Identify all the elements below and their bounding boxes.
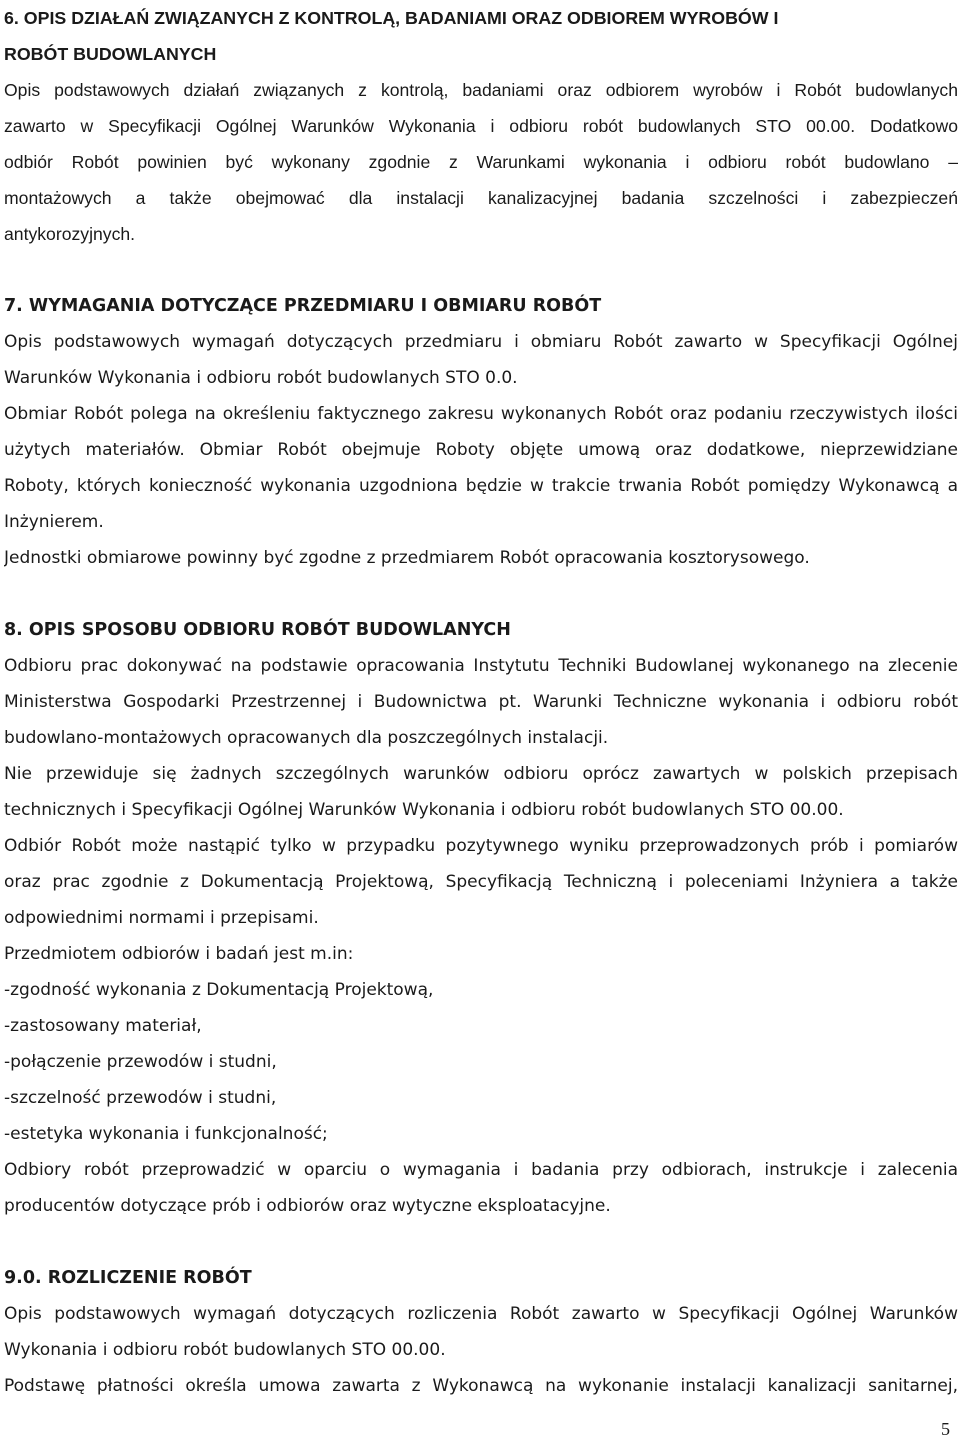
text-line: zawarto w Specyfikacji Ogólnej Warunków Wykonania i odbioru robót budowlanych STO 00.00. Dodatkowo (4, 116, 958, 136)
text-line: Odbiory robót przeprowadzić w oparciu o wymagania i badania przy odbiorach, instrukcje i zalecenia (4, 1160, 958, 1180)
section-gap (4, 1224, 958, 1260)
text-line: -szczelność przewodów i studni, (4, 1088, 277, 1108)
text-line: -połączenie przewodów i studni, (4, 1052, 277, 1072)
text-line: oraz prac zgodnie z Dokumentacją Projektową, Specyfikacją Techniczną i poleceniami Inżyniera a także (4, 872, 958, 892)
text-line: Odbiór Robót może nastąpić tylko w przypadku pozytywnego wyniku przeprowadzonych prób i pomiarów (4, 836, 958, 856)
text-line: Roboty, których konieczność wykonania uzgodniona będzie w trakcie trwania Robót pomiędzy Wykonawcą a (4, 476, 958, 496)
section-gap (4, 252, 958, 288)
text-line: Obmiar Robót polega na określeniu faktycznego zakresu wykonanych Robót oraz podaniu rzeczywistych ilości (4, 404, 958, 424)
document-section (4, 1260, 958, 1404)
section-heading: 8. OPIS SPOSOBU ODBIORU ROBÓT BUDOWLANYCH (4, 620, 511, 640)
text-line: Jednostki obmiarowe powinny być zgodne z przedmiarem Robót opracowania kosztorysowego. (4, 548, 810, 568)
document-section (4, 288, 958, 576)
section-heading: ROBÓT BUDOWLANYCH (4, 44, 217, 64)
text-line: Wykonania i odbioru robót budowlanych STO 00.00. (4, 1340, 446, 1360)
text-line: Odbioru prac dokonywać na podstawie opracowania Instytutu Techniki Budowlanej wykonanego na zlecenie (4, 656, 958, 676)
text-line: Nie przewiduje się żadnych szczególnych warunków odbioru oprócz zawartych w polskich przepisach (4, 764, 958, 784)
text-line: -zgodność wykonania z Dokumentacją Projektową, (4, 980, 434, 1000)
document-body (4, 0, 958, 1404)
page-number: 5 (941, 1419, 950, 1439)
text-line: -estetyka wykonania i funkcjonalność; (4, 1124, 328, 1144)
section-heading: 9.0. ROZLICZENIE ROBÓT (4, 1268, 252, 1288)
document-section (4, 612, 958, 1224)
section-gap (4, 576, 958, 612)
text-line: Ministerstwa Gospodarki Przestrzennej i Budownictwa pt. Warunki Techniczne wykonania i odbioru robót (4, 692, 958, 712)
text-line: Warunków Wykonania i odbioru robót budowlanych STO 0.0. (4, 368, 518, 388)
text-line: Przedmiotem odbiorów i badań jest m.in: (4, 944, 354, 964)
text-line: odpowiednimi normami i przepisami. (4, 908, 319, 928)
section-heading: 6. OPIS DZIAŁAŃ ZWIĄZANYCH Z KONTROLĄ, BADANIAMI ORAZ ODBIOREM WYROBÓW I (4, 8, 779, 28)
text-line: Opis podstawowych wymagań dotyczących rozliczenia Robót zawarto w Specyfikacji Ogólnej Warunków (4, 1304, 958, 1324)
text-line: -zastosowany materiał, (4, 1016, 202, 1036)
text-line: Inżynierem. (4, 512, 104, 532)
text-line: Opis podstawowych wymagań dotyczących przedmiaru i obmiaru Robót zawarto w Specyfikacji Ogólnej (4, 332, 958, 352)
text-line: montażowych a także obejmować dla instalacji kanalizacyjnej badania szczelności i zabezpieczeń (4, 188, 958, 208)
text-line: technicznych i Specyfikacji Ogólnej Warunków Wykonania i odbioru robót budowlanych STO 00.00. (4, 800, 844, 820)
document-section (4, 0, 958, 252)
text-line: producentów dotyczące prób i odbiorów oraz wytyczne eksploatacyjne. (4, 1196, 611, 1216)
text-line: odbiór Robót powinien być wykonany zgodnie z Warunkami wykonania i odbioru robót budowlano – (4, 152, 958, 172)
text-line: użytych materiałów. Obmiar Robót obejmuje Roboty objęte umową oraz dodatkowe, nieprzewidziane (4, 440, 958, 460)
text-line: budowlano-montażowych opracowanych dla poszczególnych instalacji. (4, 728, 609, 748)
text-line: antykorozyjnych. (4, 224, 136, 244)
text-line: Opis podstawowych działań związanych z kontrolą, badaniami oraz odbiorem wyrobów i Robót budowlanych (4, 80, 958, 100)
text-line: Podstawę płatności określa umowa zawarta z Wykonawcą na wykonanie instalacji kanalizacji sanitarnej, (4, 1376, 958, 1396)
section-heading: 7. WYMAGANIA DOTYCZĄCE PRZEDMIARU I OBMIARU ROBÓT (4, 296, 602, 316)
